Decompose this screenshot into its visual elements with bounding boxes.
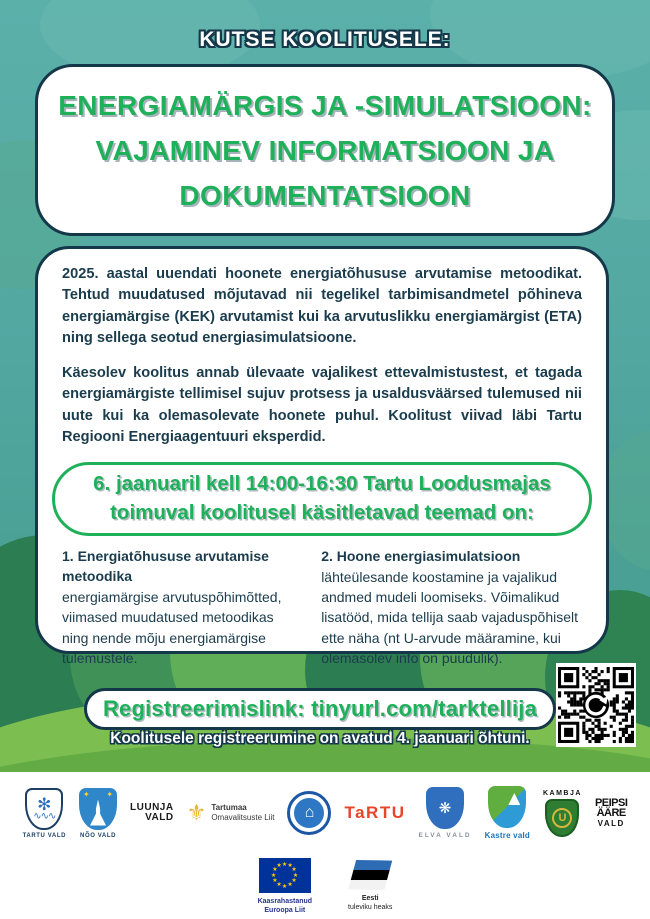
intro-paragraph-2: Käesolev koolitus annab ülevaate vajalikest ettevalmistustest, et tagada energiamärgiste tellimisel sujuv protsess ja usaldusväärsed tulemused nii uute kui ka olemasolevate hoonete puhul. Koolitust viivad läbi Tartu Regiooni Energiaagentuuri eksperdid. xyxy=(62,364,582,446)
star-icon: ✦ xyxy=(83,789,90,799)
logo-caption: ÄÄRE xyxy=(596,807,626,819)
estonia-label-line-2: tuleviku heaks xyxy=(348,904,393,911)
logo-caption: Kastre vald xyxy=(484,831,530,840)
registration-link[interactable]: Registreerimislink: tinyurl.com/tarktellija xyxy=(102,696,538,721)
eu-star-icon: ★ xyxy=(272,878,278,884)
eu-star-icon: ★ xyxy=(272,867,278,873)
logo-caption: NÕO VALD xyxy=(80,832,117,839)
logo-caption: KAMBJA xyxy=(542,789,582,797)
topic-1-title: 1. Energiatõhususe arvutamise metoodika xyxy=(62,547,269,584)
logo-tartu-regiooni-energiaagentuur xyxy=(287,791,331,835)
partner-logos-row xyxy=(0,786,650,840)
topic-2-title: 2. Hoone energiasimulatsioon xyxy=(321,547,521,564)
eu-star-icon: ★ xyxy=(291,878,297,884)
eu-label-line-2: Euroopa Liit xyxy=(264,907,306,914)
sail-icon xyxy=(508,793,520,805)
eu-star-icon: ★ xyxy=(276,862,282,869)
logo-kastre-vald xyxy=(485,786,530,840)
invite-badge: KUTSE KOOLITUSELE: xyxy=(199,28,451,51)
logo-elva-vald xyxy=(418,787,471,839)
topic-1 xyxy=(62,546,301,669)
topic-2-body: lähteülesande koostamine ja vajalikud andmed mudeli loomiseks. Võimalikud lisatööd, mida tellija saab vajaduspõhiselt ette näha (nt U-arvude määramine, kui olemasolev info on puudulik). xyxy=(321,568,579,666)
eu-flag-icon xyxy=(259,858,311,893)
logo-caption: VALD xyxy=(145,812,174,823)
event-banner-line-2: toimuval koolitusel käsitletavad teemad on: xyxy=(110,500,534,524)
eu-star-icon: ★ xyxy=(281,883,288,890)
peipsiaare-glyph-icon xyxy=(595,798,627,818)
estonia-future-logo xyxy=(348,858,392,915)
page-title-line-2: VAJAMINEV INFORMATSIOON JA xyxy=(95,134,555,166)
eu-star-icon: ★ xyxy=(292,872,299,879)
logo-caption: Tartumaa xyxy=(211,803,247,812)
registration-link-pill[interactable] xyxy=(84,688,556,730)
grain-leaf-icon: ⚜ xyxy=(186,800,207,825)
logo-caption: Omavalitsuste Liit xyxy=(211,813,275,822)
page-title-line-3: DOKUMENTATSIOON xyxy=(179,179,471,211)
intro-paragraph-1: 2025. aastal uuendati hoonete energiatõhususe arvutamise metoodikat. Tehtud muudatused mõjutavad nii tegelikel tarbimisandmetel põhineva energiamärgise (KEK) arvutamist kui ka arvutuslikku energiamärgist (ETA) ning sellega seotud energiasimulatsioone. xyxy=(62,266,582,347)
estonian-flag-icon xyxy=(348,860,392,890)
logo-noo-vald xyxy=(79,788,117,839)
tartu-wordmark: TaRTU xyxy=(344,803,406,822)
event-banner xyxy=(52,462,592,536)
eu-label-line-1: Kaasrahastanud xyxy=(257,898,313,905)
eu-star-icon: ★ xyxy=(270,872,277,879)
kastre-vald-shield-icon xyxy=(488,786,526,828)
house-icon: ⌂ xyxy=(294,798,324,828)
event-banner-line-1: 6. jaanuaril kell 14:00-16:30 Tartu Loodusmajas xyxy=(93,471,551,495)
eu-star-icon: ★ xyxy=(281,861,288,868)
energy-agency-badge-icon xyxy=(287,791,331,835)
ornament-icon: ❋ xyxy=(438,800,452,817)
eu-star-icon: ★ xyxy=(287,862,293,869)
logo-caption: TARTU VALD xyxy=(22,832,67,839)
logo-caption: ELVA VALD xyxy=(418,832,472,839)
logo-kambja-vald xyxy=(543,790,582,837)
qr-code[interactable] xyxy=(556,663,636,747)
tartu-vald-shield-icon xyxy=(25,788,63,830)
logo-luunja-vald xyxy=(130,803,174,823)
eu-star-icon: ★ xyxy=(287,882,293,889)
title-card xyxy=(35,64,615,236)
kambja-vald-shield-icon xyxy=(545,799,579,837)
topic-2 xyxy=(321,546,582,669)
funding-logos-row xyxy=(0,858,650,915)
page-title-line-1: ENERGIAMÄRGIS JA -SIMULATSIOON: xyxy=(58,89,592,121)
logo-tartu-vald xyxy=(23,788,66,839)
logo-caption: VALD xyxy=(597,819,625,828)
topic-1-body: energiamärgise arvutuspõhimõtted, viimased muudatused metoodikas ning nende mõju energiamärgise tulemustele. xyxy=(62,589,282,666)
cornflower-icon: ✻ xyxy=(37,794,52,814)
elva-vald-shield-icon xyxy=(426,787,464,829)
logo-caption: PEIPSI xyxy=(594,797,628,809)
registration-deadline-note: Koolitusele registreerumine on avatud 4. jaanuari õhtuni. xyxy=(110,730,530,747)
waves-icon: ∿∿∿ xyxy=(33,810,56,822)
logo-tartu-linn xyxy=(344,803,405,823)
eu-star-icon: ★ xyxy=(276,882,282,889)
topics-columns xyxy=(62,546,582,669)
logo-peipsiaare-vald xyxy=(595,798,627,828)
noo-vald-shield-icon xyxy=(79,788,117,830)
tuning-fork-icon: U xyxy=(552,808,572,828)
estonia-label-line-1: Eesti xyxy=(361,895,379,902)
logo-tartumaa-omavalitsuste-liit xyxy=(187,802,275,824)
star-icon: ✦ xyxy=(106,789,114,799)
eu-cofunded-logo xyxy=(258,858,312,915)
logo-caption: LUUNJA xyxy=(130,802,174,813)
church-icon xyxy=(90,800,106,826)
eu-star-icon: ★ xyxy=(291,867,297,873)
info-card xyxy=(35,246,609,666)
